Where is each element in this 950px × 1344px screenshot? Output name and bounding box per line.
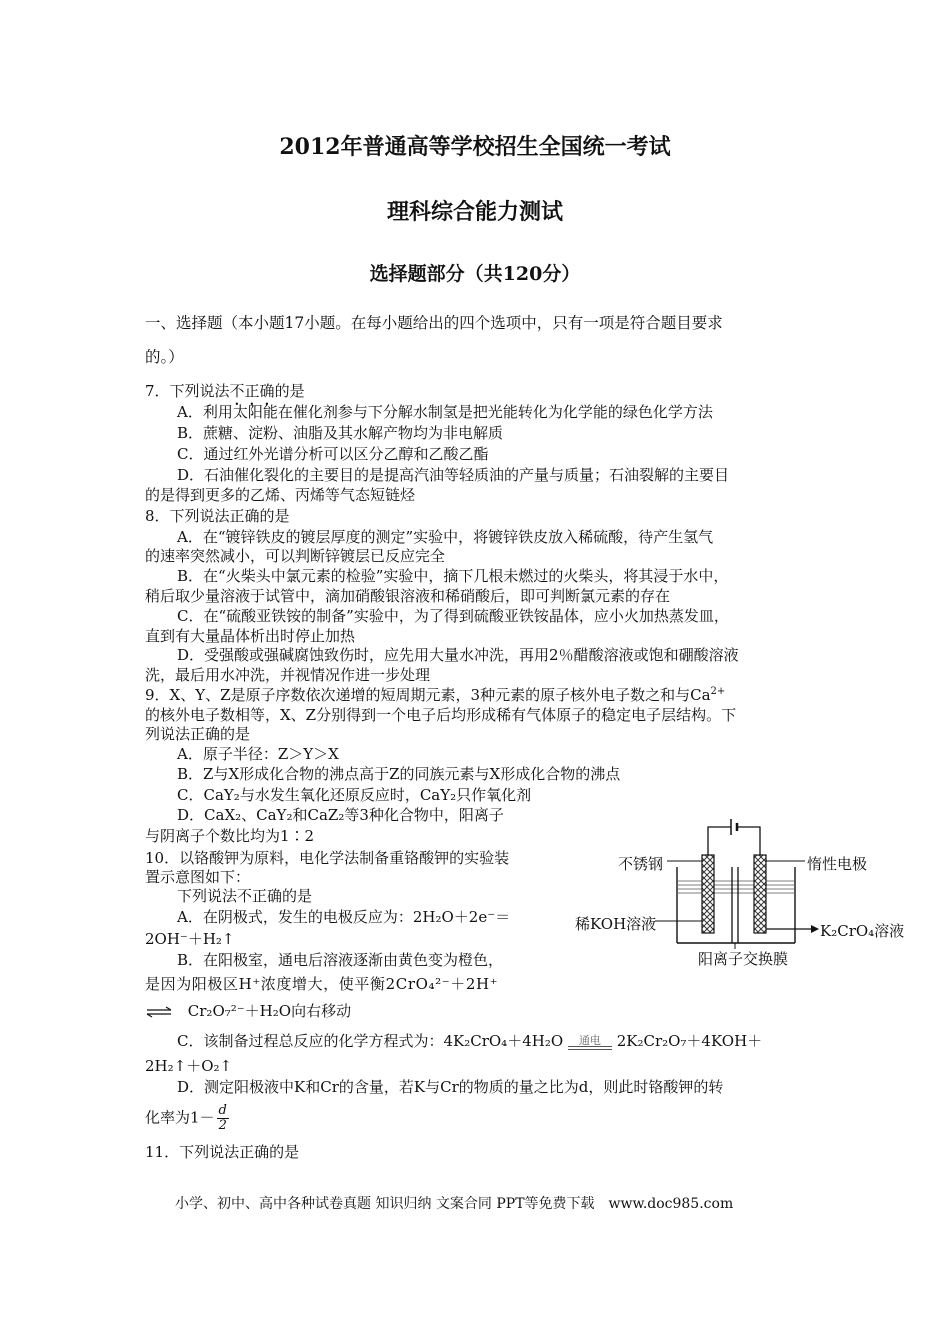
q9-stem-text: 9．X、Y、Z是原子序数依次递增的短周期元素，3种元素的原子核外电子数之和与Ca bbox=[145, 686, 711, 704]
fraction-numerator: d bbox=[218, 1103, 227, 1118]
paper-subtitle: 理科综合能力测试 bbox=[386, 199, 563, 225]
q10-option-a-line2: 2OH⁻＋H₂↑ bbox=[145, 930, 235, 948]
anode-inert-electrode-icon bbox=[754, 855, 766, 933]
q10-option-d-line1: D．测定阳极液中K和Cr的含量，若K与Cr的物质的量之比为d，则此时铬酸钾的转 bbox=[177, 1078, 724, 1096]
q8-option-c-line2: 直到有大量晶体析出时停止加热 bbox=[145, 627, 356, 645]
fraction-d-over-2 bbox=[217, 1104, 229, 1133]
footer-text: 小学、初中、高中各种试卷真题 知识归纳 文案合同 PPT等免费下载 www.doc985.com bbox=[175, 1196, 734, 1212]
q10-c-equation-left: C．该制备过程总反应的化学方程式为：4K₂CrO₄＋4H₂O bbox=[177, 1032, 564, 1050]
q9-option-c: C．CaY₂与水发生氧化还原反应时，CaY₂只作氧化剂 bbox=[177, 786, 532, 804]
q8-option-b-line1: B．在“火柴头中氯元素的检验”实验中，摘下几根未燃过的火柴头，将其浸于水中， bbox=[177, 567, 729, 585]
q10-stem-line2: 置示意图如下： bbox=[145, 868, 251, 886]
q10-prompt: 下列说法不正确的是 bbox=[177, 887, 313, 905]
label-k2cro4-solution: K₂CrO₄溶液 bbox=[820, 922, 905, 940]
label-stainless-steel: 不锈钢 bbox=[618, 855, 664, 873]
q8-option-d-line1: D．受强酸或强碱腐蚀致伤时，应先用大量水冲洗，再用2％醋酸溶液或饱和硼酸溶液 bbox=[177, 646, 739, 664]
q7-stem-emphasis: 不正确 bbox=[229, 382, 275, 400]
q8-stem: 8．下列说法正确的是 bbox=[145, 507, 290, 525]
section-title: 选择题部分（共120分） bbox=[369, 263, 581, 285]
q9-option-d-line2: 与阴离子个数比均为1∶2 bbox=[145, 827, 315, 845]
condition-label: 通电 bbox=[578, 1033, 601, 1047]
q9-ca-charge: 2+ bbox=[710, 686, 726, 697]
q7-option-a: A．利用太阳能在催化剂参与下分解水制氢是把光能转化为化学能的绿色化学方法 bbox=[177, 403, 713, 421]
q10-stem-line1: 10．以铬酸钾为原料，电化学法制备重铬酸钾的实验装 bbox=[145, 849, 510, 867]
label-koh-solution: 稀KOH溶液 bbox=[575, 915, 657, 933]
exam-title: 2012年普通高等学校招生全国统一考试 bbox=[279, 134, 671, 160]
q9-stem-line1 bbox=[145, 685, 725, 705]
beaker-icon bbox=[677, 867, 795, 943]
q10-b-equation-tail: Cr₂O₇²⁻＋H₂O向右移动 bbox=[187, 1002, 352, 1020]
q9-option-b: B．Z与X形成化合物的沸点高于Z的同族元素与X形成化合物的沸点 bbox=[177, 765, 621, 783]
q7-stem-b: 的是 bbox=[274, 382, 305, 400]
q9-option-d-line1: D．CaX₂、CaY₂和CaZ₂等3种化合物中，阳离子 bbox=[177, 806, 504, 824]
label-inert-electrode: 惰性电极 bbox=[807, 855, 868, 873]
electrolysis-diagram bbox=[575, 815, 915, 975]
q9-stem-line2: 的核外电子数相等，X、Z分别得到一个电子后均形成稀有气体原子的稳定电子层结构。下 bbox=[145, 706, 737, 724]
label-cation-exchange-membrane: 阳离子交换膜 bbox=[698, 950, 789, 968]
fraction-denominator: 2 bbox=[218, 1118, 227, 1133]
battery-icon bbox=[708, 819, 760, 855]
q9-stem-line3: 列说法正确的是 bbox=[145, 725, 251, 743]
intro-line-2: 的。） bbox=[145, 348, 184, 366]
cation-exchange-membrane-icon bbox=[732, 867, 738, 943]
q10-option-b-line3 bbox=[145, 1001, 351, 1021]
q10-c-equation-right: 2K₂Cr₂O₇＋4KOH＋ bbox=[616, 1032, 763, 1050]
q9-option-a: A．原子半径：Z＞Y＞X bbox=[177, 745, 339, 763]
q8-option-d-line2: 洗，最后用水冲洗，并视情况作进一步处理 bbox=[145, 666, 431, 684]
intro-line-1: 一、选择题（本小题17小题。在每小题给出的四个选项中，只有一项是符合题目要求 bbox=[145, 314, 723, 332]
q8-option-b-line2: 稍后取少量溶液于试管中，滴加硝酸银溶液和稀硝酸后，即可判断氯元素的存在 bbox=[145, 587, 671, 605]
q8-option-c-line1: C．在“硫酸亚铁铵的制备”实验中，为了得到硫酸亚铁铵晶体，应小火加热蒸发皿， bbox=[177, 607, 729, 625]
electrolysis-condition bbox=[568, 1035, 612, 1050]
q10-option-b-line2: 是因为阳极区H⁺浓度增大，使平衡2CrO₄²⁻＋2H⁺ bbox=[145, 975, 499, 993]
q7-option-d-line2: 的是得到更多的乙烯、丙烯等气态短链烃 bbox=[145, 486, 416, 504]
q10-option-a-line1: A．在阴极式，发生的电极反应为：2H₂O＋2e⁻＝ bbox=[177, 908, 511, 926]
q10-option-d-line2 bbox=[145, 1104, 229, 1133]
q11-stem: 11．下列说法正确的是 bbox=[145, 1143, 300, 1161]
equilibrium-arrow-icon bbox=[145, 1006, 173, 1018]
q7-stem-a: 7．下列说法 bbox=[145, 382, 230, 400]
q10-option-c-line2: 2H₂↑＋O₂↑ bbox=[145, 1057, 233, 1075]
q7-option-b: B．蔗糖、淀粉、油脂及其水解产物均为非电解质 bbox=[177, 424, 504, 442]
cathode-stainless-steel-icon bbox=[702, 855, 714, 933]
outflow-arrow-icon bbox=[766, 925, 819, 933]
q8-option-a-line1: A．在“镀锌铁皮的镀层厚度的测定”实验中，将镀锌铁皮放入稀硫酸，待产生氢气 bbox=[177, 528, 714, 546]
q7-option-d-line1: D．石油催化裂化的主要目的是提高汽油等轻质油的产量与质量；石油裂解的主要目 bbox=[177, 466, 730, 484]
q8-option-a-line2: 的速率突然减小，可以判断锌镀层已反应完全 bbox=[145, 547, 446, 565]
q10-option-c-line1 bbox=[177, 1031, 762, 1051]
q10-d-text: 化率为1－ bbox=[145, 1108, 215, 1127]
q10-option-b-line1: B．在阳极室，通电后溶液逐渐由黄色变为橙色， bbox=[177, 951, 504, 969]
q7-option-c: C．通过红外光谱分析可以区分乙醇和乙酸乙酯 bbox=[177, 445, 489, 463]
